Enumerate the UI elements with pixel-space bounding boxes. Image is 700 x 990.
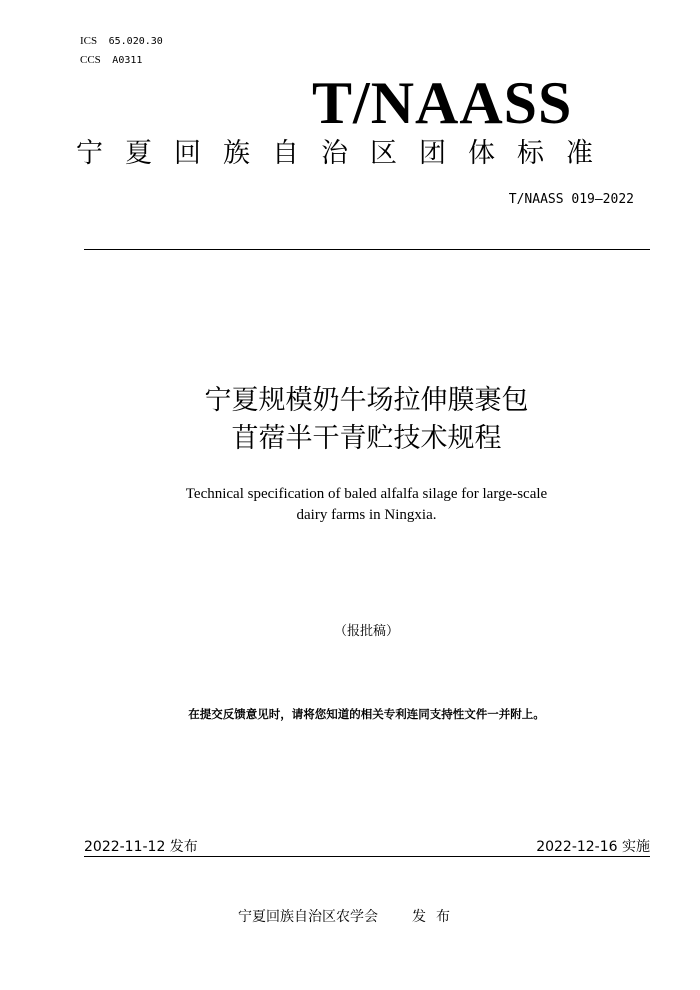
issuer-line (238, 906, 460, 926)
ccs-code-line (80, 53, 142, 66)
issue-date: 2022-11-12 发布 (84, 839, 198, 855)
standard-type: 宁夏回族自治区团体标准 (76, 138, 615, 169)
standard-number: T/NAASS 019—2022 (508, 192, 634, 207)
ccs-code: A0311 (112, 55, 143, 66)
english-title-line-2: dairy farms in Ningxia. (296, 507, 437, 523)
ccs-label: CCS (80, 54, 101, 66)
chinese-title (0, 382, 700, 458)
chinese-title-line-1: 宁夏规模奶牛场拉伸膜裹包 (204, 385, 529, 416)
english-title-line-1: Technical specification of baled alfalfa silage for large-scale (185, 486, 548, 502)
draft-status: （报批稿） (333, 624, 399, 639)
patent-notice: 在提交反馈意见时，请将您知道的相关专利连同支持性文件一并附上。 (188, 707, 545, 721)
chinese-title-line-2: 苜蓿半干青贮技术规程 (231, 423, 502, 454)
issuer-name: 宁夏回族自治区农学会 (238, 909, 378, 925)
ics-code: 65.020.30 (108, 36, 163, 47)
ics-label: ICS (80, 35, 98, 47)
ics-code-line (80, 34, 163, 47)
issuer-action: 发布 (412, 909, 460, 925)
footer-divider (84, 856, 650, 857)
standard-logo: T/NAASS (312, 70, 573, 136)
english-title (0, 484, 700, 526)
implementation-date: 2022-12-16 实施 (536, 839, 650, 855)
header-divider (84, 249, 650, 250)
